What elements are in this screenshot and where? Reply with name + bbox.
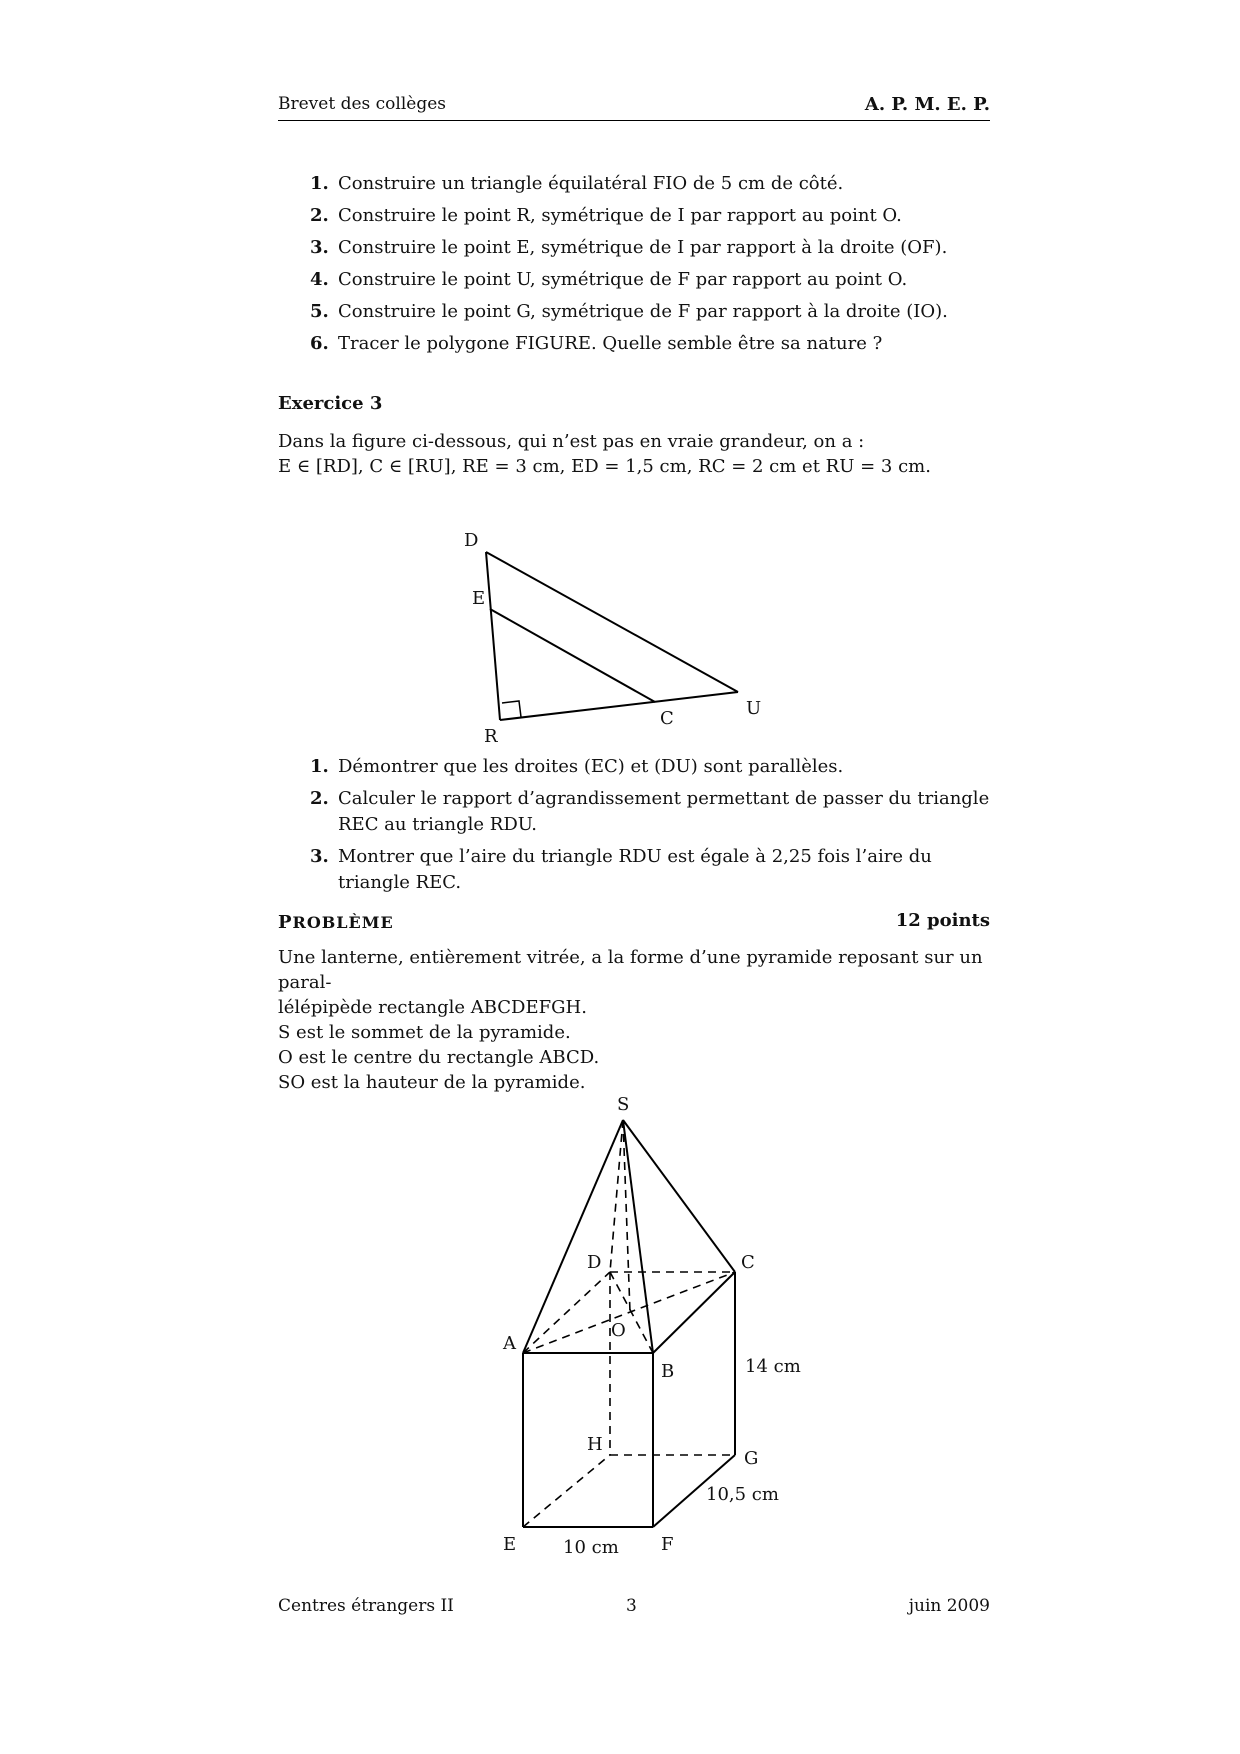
list-item: 2. Construire le point R, symétrique de I par rapport au point O. — [310, 205, 902, 226]
label-A: A — [503, 1333, 516, 1354]
label-depth: 10,5 cm — [706, 1484, 779, 1505]
list-item: 5. Construire le point G, symétrique de F par rapport à la droite (IO). — [310, 301, 948, 322]
label-D: D — [464, 530, 479, 551]
label-C: C — [660, 708, 674, 729]
label-width: 10 cm — [563, 1537, 619, 1558]
label-G: G — [744, 1448, 759, 1469]
probleme-points: 12 points — [895, 910, 990, 931]
exercise3-title: Exercice 3 — [278, 393, 383, 414]
header-right: A. P. M. E. P. — [864, 94, 990, 115]
edge-BC — [653, 1272, 735, 1353]
label-E: E — [503, 1534, 517, 1555]
label-height: 14 cm — [745, 1356, 801, 1377]
edge-SA — [523, 1120, 623, 1353]
label-H: H — [587, 1434, 603, 1455]
list-item: 3. Montrer que l’aire du triangle RDU est égale à 2,25 fois l’aire du triangle REC. — [310, 846, 932, 893]
hidden-diagonal-AC — [523, 1272, 735, 1353]
hidden-edge-EH — [523, 1455, 610, 1527]
footer-left: Centres étrangers II — [278, 1596, 454, 1616]
list-item: 3. Construire le point E, symétrique de I par rapport à la droite (OF). — [310, 237, 948, 258]
header-left: Brevet des collèges — [278, 94, 447, 114]
label-R: R — [484, 726, 498, 747]
label-F: F — [661, 1534, 674, 1555]
probleme-text: Une lanterne, entièrement vitrée, a la forme d’une pyramide reposant sur un paral- lélépipède rectangle ABCDEFGH. S est le sommet de la pyramide. O est le centre du rectangle ABCD. SO est la hauteur de la pyramide. — [278, 947, 983, 1093]
label-B: B — [661, 1361, 675, 1382]
label-D: D — [587, 1252, 602, 1273]
label-S: S — [617, 1094, 630, 1115]
hidden-edge-AD — [523, 1272, 610, 1353]
exercise3-intro: Dans la figure ci-dessous, qui n’est pas en vraie grandeur, on a : E ∈ [RD], C ∈ [RU], RE = 3 cm, ED = 1,5 cm, RC = 2 cm et RU = 3 cm. — [278, 431, 931, 477]
probleme-title: PROBLÈME — [278, 912, 394, 933]
list-item: 4. Construire le point U, symétrique de F par rapport au point O. — [310, 269, 908, 290]
list-item: 2. Calculer le rapport d’agrandissement permettant de passer du triangle REC au triangle RDU. — [310, 788, 990, 835]
list-item: 1. Démontrer que les droites (EC) et (DU) sont parallèles. — [310, 756, 844, 777]
footer-right: juin 2009 — [908, 1596, 990, 1616]
label-E: E — [472, 588, 486, 609]
label-C: C — [741, 1252, 755, 1273]
page-number: 3 — [626, 1596, 637, 1616]
label-U: U — [746, 698, 762, 719]
list-item: 6. Tracer le polygone FIGURE. Quelle semble être sa nature ? — [310, 333, 883, 354]
hidden-edge-SD — [610, 1120, 623, 1272]
label-O: O — [611, 1320, 626, 1341]
list-item: 1. Construire un triangle équilatéral FIO de 5 cm de côté. — [310, 173, 844, 194]
